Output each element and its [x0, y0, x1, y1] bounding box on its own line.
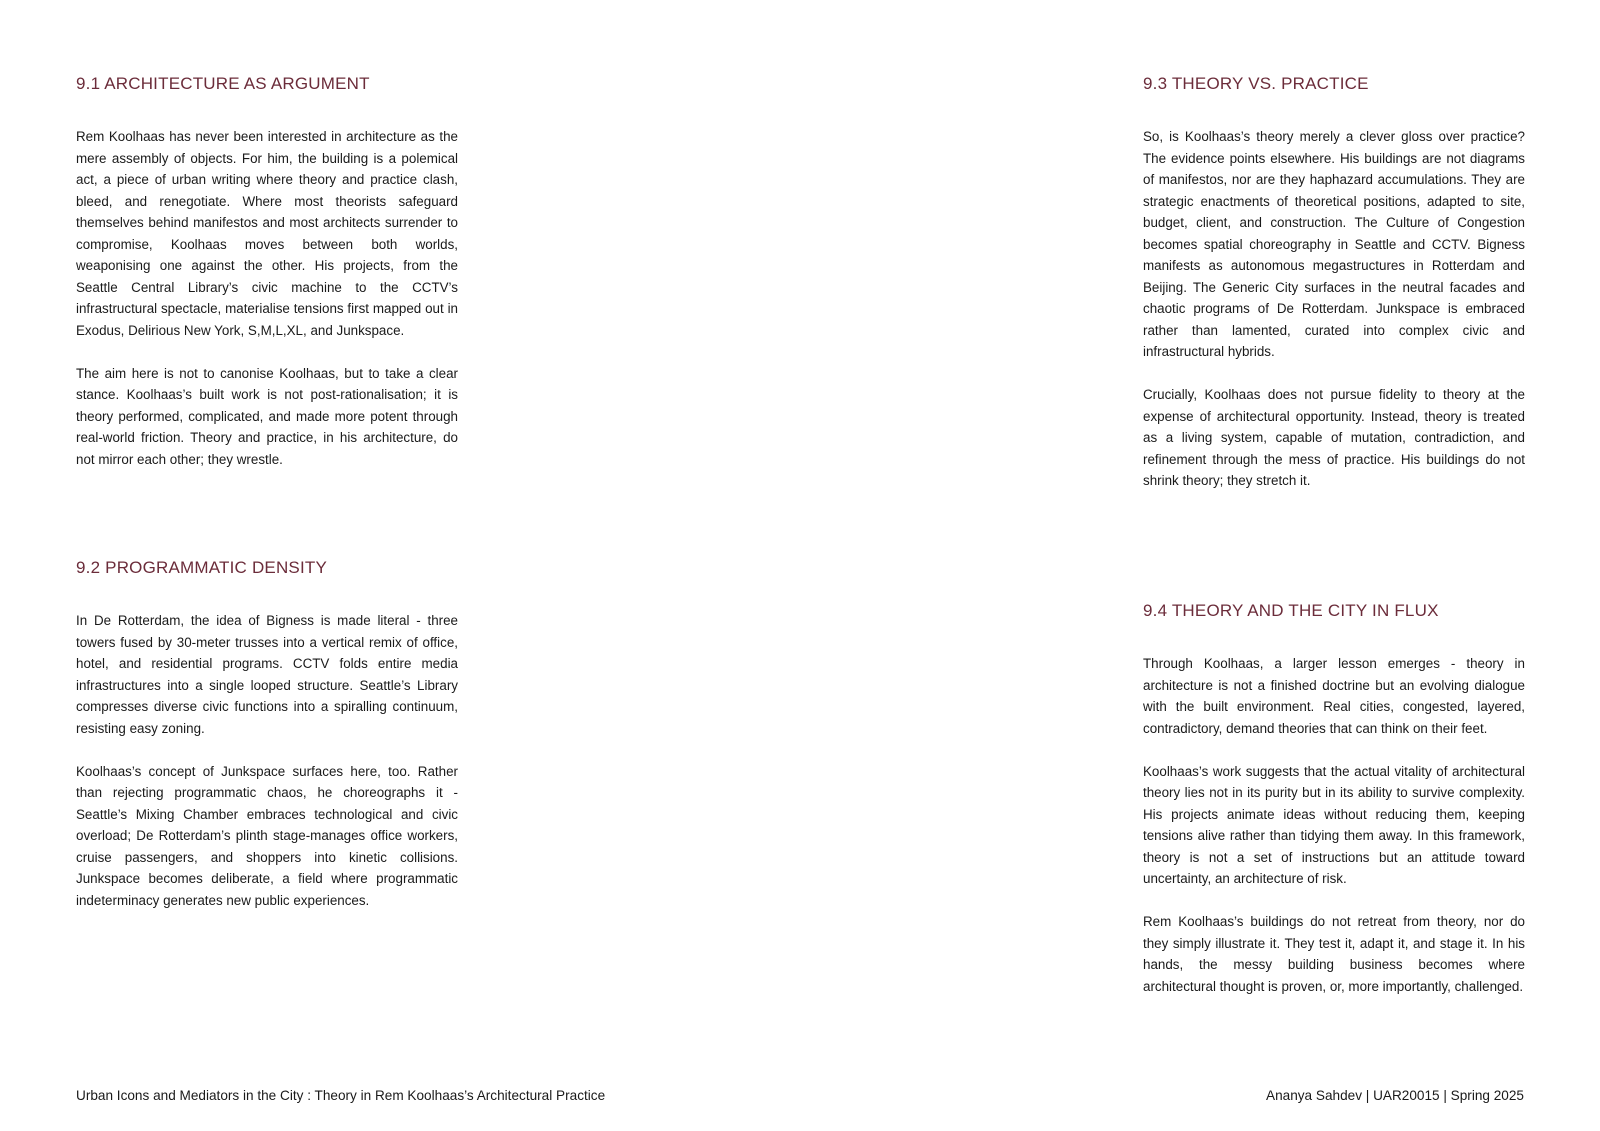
footer-author-info: Ananya Sahdev | UAR20015 | Spring 2025 — [1266, 1088, 1524, 1103]
section-theory-vs-practice — [1143, 74, 1525, 492]
paragraph: The aim here is not to canonise Koolhaas, but to take a clear stance. Koolhaas’s built work is not post-rationalisation; it is theory performed, complicated, and made more potent through real-world friction. Theory and practice, in his architecture, do not mirror each other; they wrestle. — [76, 365, 458, 467]
section-theory-and-city-in-flux — [1143, 601, 1525, 997]
section-body — [1143, 653, 1525, 997]
paragraph: Koolhaas’s work suggests that the actual vitality of architectural theory lies not in its purity but in its ability to survive complexity. His projects animate ideas without reducing them, keeping tensions alive rather than tidying them away. In this framework, theory is not a set of instructions but an attitude toward uncertainty, an architecture of risk. — [1143, 763, 1525, 886]
paragraph: Rem Koolhaas has never been interested in architecture as the mere assembly of objects. For him, the building is a polemical act, a piece of urban writing where theory and practice clash, bleed, and renegotiate. Where most theorists safeguard themselves behind manifestos and most architects surrender to compromise, Koolhaas moves between both worlds, weaponising one against the other. His projects, from the Seattle Central Library’s civic machine to the CCTV’s infrastructural spectacle, materialise tensions first mapped out in Exodus, Delirious New York, S,M,L,XL, and Junkspace. — [76, 129, 458, 338]
section-heading: 9.3 THEORY VS. PRACTICE — [1143, 74, 1369, 93]
section-heading: 9.1 ARCHITECTURE AS ARGUMENT — [76, 74, 370, 93]
paragraph: Through Koolhaas, a larger lesson emerges - theory in architecture is not a finished doctrine but an evolving dialogue with the built environment. Real cities, congested, layered, contradictory, demand theories that can think on their feet. — [1143, 656, 1525, 736]
paragraph: Rem Koolhaas’s buildings do not retreat from theory, nor do they simply illustrate it. They test it, adapt it, and stage it. In his hands, the messy building business becomes where architectural thought is proven, or, more importantly, challenged. — [1143, 914, 1525, 994]
section-heading: 9.2 PROGRAMMATIC DENSITY — [76, 558, 328, 577]
paragraph: Crucially, Koolhaas does not pursue fidelity to theory at the expense of architectural opportunity. Instead, theory is treated as a living system, capable of mutation, contradiction, and refinement through the mess of practice. His buildings do not shrink theory; they stretch it. — [1143, 387, 1525, 488]
section-architecture-as-argument — [76, 74, 458, 470]
section-programmatic-density — [76, 558, 458, 911]
footer-document-title: Urban Icons and Mediators in the City : Theory in Rem Koolhaas’s Architectural Practice — [76, 1088, 606, 1103]
section-heading: 9.4 THEORY AND THE CITY IN FLUX — [1143, 601, 1439, 620]
paragraph: Koolhaas’s concept of Junkspace surfaces here, too. Rather than rejecting programmatic chaos, he choreographs it - Seattle’s Mixing Chamber embraces technological and civic overload; De Rotterdam’s plinth stage-manages office workers, cruise passengers, and shoppers into kinetic collisions. Junkspace becomes deliberate, a field where programmatic indeterminacy generates new public experiences. — [76, 763, 458, 908]
section-body — [1143, 126, 1525, 492]
paragraph: In De Rotterdam, the idea of Bigness is made literal - three towers fused by 30-meter trusses into a vertical remix of office, hotel, and residential programs. CCTV folds entire media infrastructures into a single looped structure. Seattle’s Library compresses diverse civic functions into a spiralling continuum, resisting easy zoning. — [76, 613, 458, 736]
paragraph: So, is Koolhaas’s theory merely a clever gloss over practice? The evidence points elsewhere. His buildings are not diagrams of manifestos, nor are they haphazard accumulations. They are strategic enactments of theoretical positions, adapted to site, budget, client, and construction. The Culture of Congestion becomes spatial choreography in Seattle and CCTV. Bigness manifests as autonomous megastructures in Rotterdam and Beijing. The Generic City surfaces in the neutral facades and chaotic programs of De Rotterdam. Junkspace is embraced rather than lamented, curated into complex civic and infrastructural hybrids. — [1143, 129, 1525, 359]
section-body — [76, 610, 458, 911]
section-body — [76, 126, 458, 470]
